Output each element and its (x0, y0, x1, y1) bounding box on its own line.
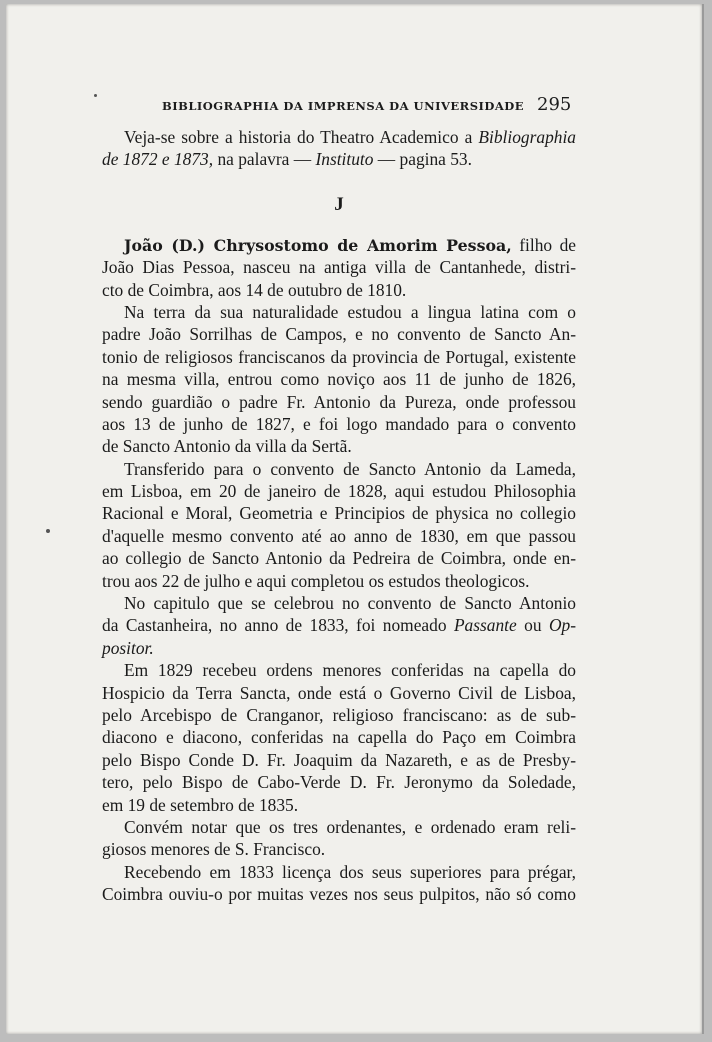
text-line: pelo Bispo Conde D. Fr. Joaquim da Nazareth, e as de Presby- (102, 749, 576, 770)
ink-speck (46, 529, 50, 533)
text-line: ao collegio de Sancto Antonio da Pedreira de Coimbra, onde en- (102, 548, 576, 569)
text-line: pelo Arcebispo de Cranganor, religioso franciscano: as de sub- (102, 704, 576, 725)
text-line: na mesma villa, entrou como noviço aos 11 de junho de 1826, (102, 369, 576, 390)
text-line: d'aquelle mesmo convento até ao anno de 1830, em que passou (102, 525, 576, 546)
text-line: Na terra da sua naturalidade estudou a lingua latina com o (124, 301, 576, 322)
text-line: Recebendo em 1833 licença dos seus superiores para prégar, (124, 861, 576, 882)
book-page (6, 4, 704, 1034)
text-line: Veja-se sobre a historia do Theatro Academico a Bibliographia (124, 127, 576, 147)
text-line: em Lisboa, em 20 de janeiro de 1828, aqui estudou Philosophia (102, 481, 576, 502)
text-line: giosos menores de S. Francisco. (102, 839, 326, 860)
text-line: positor. (102, 637, 154, 658)
entry-heading-line: João (D.) Chrysostomo de Amorim Pessoa, filho de (124, 234, 576, 255)
text-line: aos 13 de junho de 1827, e foi logo mandado para o convento (102, 413, 576, 434)
text-line: Racional e Moral, Geometria e Principios de physica no collegio (102, 503, 576, 524)
text-line: No capitulo que se celebrou no convento de Sancto Antonio (124, 593, 576, 614)
page-number: 295 (537, 94, 572, 115)
text-line: Em 1829 recebeu ordens menores conferidas na capella do (124, 660, 576, 681)
text-line: de Sancto Antonio da villa da Sertã. (102, 436, 352, 457)
text-line: em 19 de setembro de 1835. (102, 794, 299, 815)
ink-speck (94, 94, 97, 97)
entry-name: João (D.) Chrysostomo de Amorim Pessoa, (124, 235, 512, 255)
text-line: Convém notar que os tres ordenantes, e ordenado eram reli- (124, 816, 576, 837)
text-line: diacono e diacono, conferidas na capella do Paço em Coimbra (102, 727, 576, 748)
text-line: tero, pelo Bispo de Cabo-Verde D. Fr. Jeronymo da Soledade, (102, 772, 576, 793)
section-letter: J (334, 193, 344, 215)
text-line: Coimbra ouviu-o por muitas vezes nos seus pulpitos, não só como (102, 884, 576, 905)
text-line: padre João Sorrilhas de Campos, e no convento de Sancto An- (102, 324, 576, 345)
text-line: da Castanheira, no anno de 1833, foi nomeado Passante ou Op- (102, 615, 576, 636)
text-line: tonio de religiosos franciscanos da provincia de Portugal, existente (102, 346, 576, 367)
text-line: João Dias Pessoa, nasceu na antiga villa de Cantanhede, distri- (102, 257, 576, 278)
text-line: Transferido para o convento de Sancto Antonio da Lameda, (124, 458, 576, 479)
text-line: sendo guardião o padre Fr. Antonio da Pureza, onde professou (102, 391, 576, 412)
text-line: de 1872 e 1873, na palavra — Instituto — pagina 53. (102, 149, 472, 170)
text-line: cto de Coimbra, aos 14 de outubro de 1810. (102, 279, 407, 300)
running-title: BIBLIOGRAPHIA DA IMPRENSA DA UNIVERSIDADE (162, 99, 525, 113)
text-line: Hospicio da Terra Sancta, onde está o Governo Civil de Lisboa, (102, 682, 576, 703)
body-text (102, 126, 576, 906)
text-line: trou aos 22 de julho e aqui completou os estudos theologicos. (102, 570, 530, 591)
